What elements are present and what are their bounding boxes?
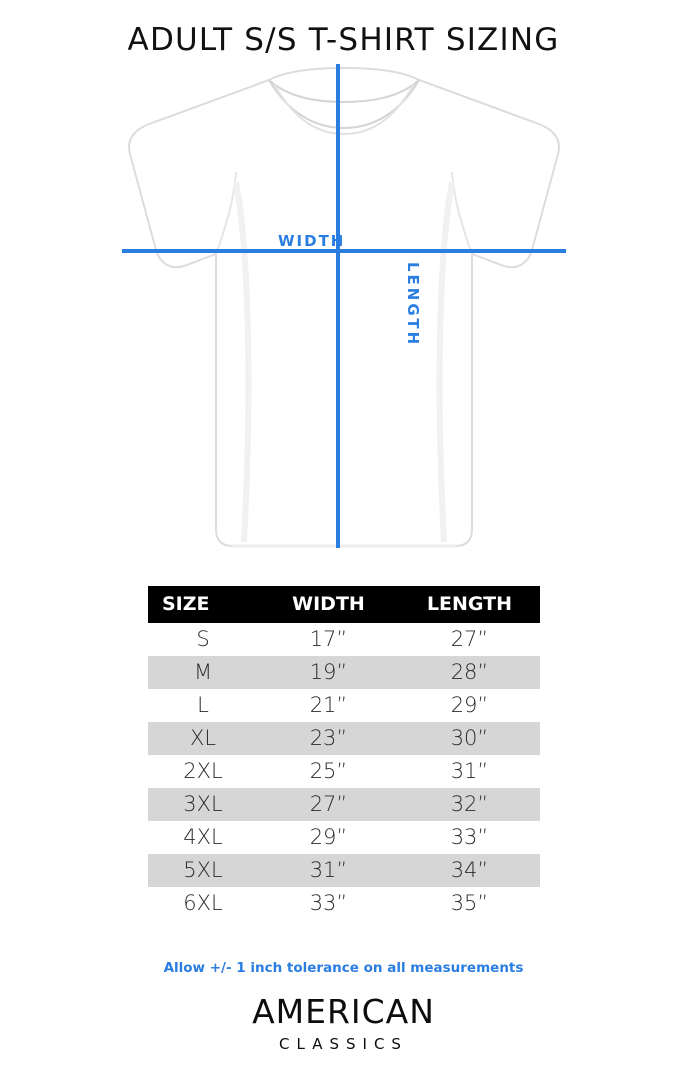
cell-size: XL xyxy=(148,722,258,755)
cell-length: 29” xyxy=(399,689,540,722)
width-label: WIDTH xyxy=(278,232,346,250)
table-row xyxy=(148,788,540,821)
cell-width: 29” xyxy=(258,821,399,854)
cell-width: 19” xyxy=(258,656,399,689)
tshirt-illustration xyxy=(84,62,604,562)
size-table-container xyxy=(148,586,540,920)
cell-length: 31” xyxy=(399,755,540,788)
cell-length: 27” xyxy=(399,623,540,656)
cell-size: S xyxy=(148,623,258,656)
table-row xyxy=(148,821,540,854)
table-row xyxy=(148,854,540,887)
header-width: WIDTH xyxy=(258,586,399,623)
cell-size: 2XL xyxy=(148,755,258,788)
cell-width: 23” xyxy=(258,722,399,755)
cell-size: 5XL xyxy=(148,854,258,887)
tolerance-note: Allow +/- 1 inch tolerance on all measurements xyxy=(163,960,524,976)
cell-size: L xyxy=(148,689,258,722)
page-title: ADULT S/S T-SHIRT SIZING xyxy=(127,22,560,58)
table-row xyxy=(148,623,540,656)
cell-width: 27” xyxy=(258,788,399,821)
table-row xyxy=(148,722,540,755)
cell-length: 35” xyxy=(399,887,540,920)
cell-width: 31” xyxy=(258,854,399,887)
cell-length: 32” xyxy=(399,788,540,821)
cell-size: 6XL xyxy=(148,887,258,920)
cell-size: 3XL xyxy=(148,788,258,821)
cell-width: 33” xyxy=(258,887,399,920)
table-header-row xyxy=(148,586,540,623)
table-row xyxy=(148,887,540,920)
cell-length: 34” xyxy=(399,854,540,887)
cell-length: 28” xyxy=(399,656,540,689)
size-table-head xyxy=(148,586,540,623)
cell-width: 17” xyxy=(258,623,399,656)
cell-size: M xyxy=(148,656,258,689)
header-size: SIZE xyxy=(148,586,258,623)
cell-width: 25” xyxy=(258,755,399,788)
size-table xyxy=(148,586,540,920)
cell-length: 33” xyxy=(399,821,540,854)
brand-tagline: CLASSICS xyxy=(279,1035,408,1053)
brand-name: AMERICAN xyxy=(252,992,435,1031)
table-row xyxy=(148,755,540,788)
length-label: LENGTH xyxy=(404,262,422,348)
brand-footer xyxy=(0,992,687,1053)
tshirt-diagram xyxy=(0,62,687,562)
header-length: LENGTH xyxy=(399,586,540,623)
cell-size: 4XL xyxy=(148,821,258,854)
table-row xyxy=(148,689,540,722)
cell-length: 30” xyxy=(399,722,540,755)
table-row xyxy=(148,656,540,689)
size-table-body xyxy=(148,623,540,920)
cell-width: 21” xyxy=(258,689,399,722)
